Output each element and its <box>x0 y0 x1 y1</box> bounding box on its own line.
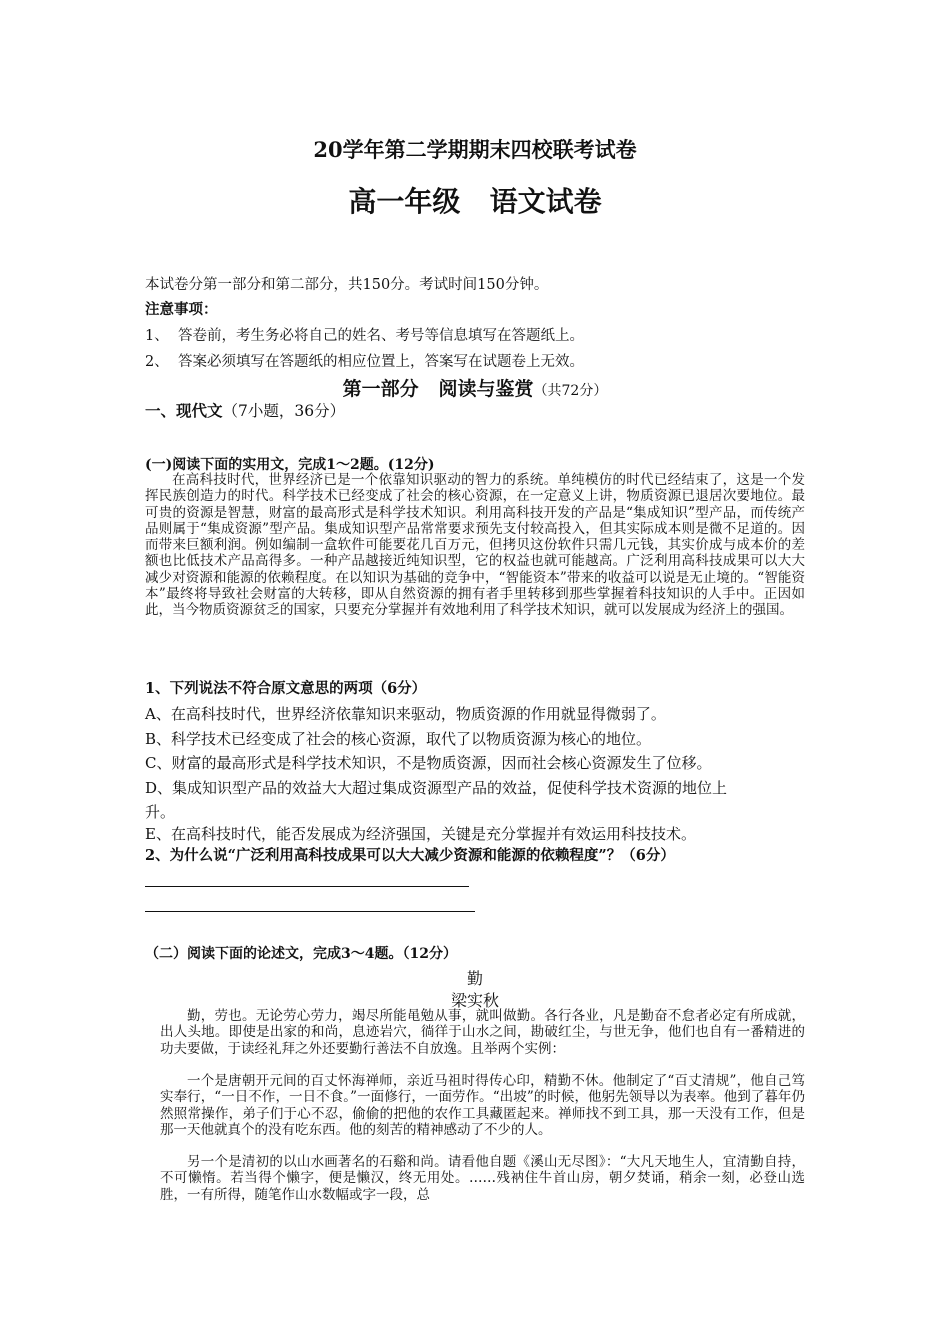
passage2-paragraph: 勤，劳也。无论劳心劳力，竭尽所能黾勉从事，就叫做勤。各行各业，凡是勤奋不怠者必定有所成就，出人头地。即使是出家的和尚，息迹岩穴，徜徉于山水之间，勘破红尘，与世无争，他们也自有一番精进的功夫要做，于读经礼拜之外还要勤行善法不自放逸。且举两个实例： <box>160 1008 805 1057</box>
exam-info: 本试卷分第一部分和第二部分，共150分。考试时间150分钟。 <box>145 277 549 293</box>
exam-subtitle: 高一年级 语文试卷 <box>348 185 602 218</box>
part-title-suffix: （共72分） <box>533 383 608 399</box>
exam-title: 20学年第二学期期末四校联考试卷 <box>313 137 637 162</box>
note-item: 1、 答卷前，考生务必将自己的姓名、考号等信息填写在答题纸上。 <box>145 328 584 344</box>
passage1-text: 在高科技时代，世界经济已是一个依靠知识驱动的智力的系统。单纯模仿的时代已经结束了，这是一个发挥民族创造力的时代。科学技术已经变成了社会的核心资源，在一定意义上讲，物质资源已退居次要地位。最可贵的资源是智慧，财富的最高形式是科学技术知识。利用高科技开发的产品是“集成知识”型产品，而传统产品则属于“集成资源”型产品。集成知识型产品常常要求预先支付较高投入，但其实际成本则是微不足道的。因而带来巨额利润。例如编制一盒软件可能要花几百万元，但拷贝这份软件只需几元钱，其实价成与成本价的差额也比低技术产品高得多。一种产品越接近纯知识型，它的权益也就可能越高。广泛利用高科技成果可以大大减少对资源和能源的依赖程度。在以知识为基础的竞争中，“智能资本”带来的收益可以说是无止境的。“智能资本”最终将导致社会财富的大转移，即从自然资源的拥有者手里转移到那些掌握着科技知识的人手中。正因如此，当今物质资源贫乏的国家，只要充分掌握并有效地利用了科学技术知识，就可以发展成为经济上的强国。 <box>145 472 805 619</box>
option-b: B、科学技术已经变成了社会的核心资源，取代了以物质资源为核心的地位。 <box>145 730 652 748</box>
passage2-paragraph: 一个是唐朝开元间的百丈怀海禅师，亲近马祖时得传心印，精勤不休。他制定了“百丈清规”，他自己笃实奉行，“一日不作，一日不食。”一面修行，一面劳作。“出坡”的时候，他躬先领导以为表率。他到了暮年仍然照常操作，弟子们于心不忍，偷偷的把他的农作工具藏匿起来。禅师找不到工具，那一天没有工作，但是那一天他就真个的没有吃东西。他的刻苦的精神感动了不少的人。 <box>160 1073 805 1138</box>
part-title-text: 第一部分 阅读与鉴赏 <box>342 378 534 400</box>
option-d-continued: 升。 <box>145 803 176 821</box>
passage2-author: 梁实秋 <box>450 991 499 1010</box>
passage2-heading: （二）阅读下面的论述文，完成3～4题。（12分） <box>145 946 457 962</box>
note-item: 2、 答案必须填写在答题纸的相应位置上，答案写在试题卷上无效。 <box>145 354 584 370</box>
section-heading-note: （7小题，36分） <box>222 402 346 420</box>
passage1-heading: (一)阅读下面的实用文，完成1～2题。(12分) <box>145 457 435 473</box>
passage2-title: 勤 <box>466 969 483 988</box>
question2-stem: 2、为什么说“广泛利用高科技成果可以大大减少资源和能源的依赖程度”？（6分） <box>145 847 675 864</box>
question1-stem: 1、下列说法不符合原文意思的两项（6分） <box>145 680 427 697</box>
answer-line[interactable] <box>145 911 475 912</box>
section-heading <box>145 399 345 423</box>
part-title <box>0 374 950 401</box>
option-c: C、财富的最高形式是科学技术知识，不是物质资源，因而社会核心资源发生了位移。 <box>145 754 712 772</box>
option-e: E、在高科技时代，能否发展成为经济强国，关键是充分掌握并有效运用科技技术。 <box>145 825 696 843</box>
option-d: D、集成知识型产品的效益大大超过集成资源型产品的效益，促使科学技术资源的地位上 <box>145 779 728 797</box>
notes-label: 注意事项： <box>145 301 218 318</box>
option-a: A、在高科技时代，世界经济依靠知识来驱动，物质资源的作用就显得微弱了。 <box>145 705 666 723</box>
answer-line[interactable] <box>145 886 469 887</box>
passage2-paragraph: 另一个是清初的以山水画著名的石谿和尚。请看他自题《溪山无尽图》：“大凡天地生人，宜清勤自持，不可懒惰。若当得个懒字，便是懒汉，终无用处。……残衲住牛首山房，朝夕焚诵，稍余一刻，必登山选胜，一有所得，随笔作山水数幅或字一段，总 <box>160 1154 805 1203</box>
section-heading-text: 一、现代文 <box>145 401 223 420</box>
